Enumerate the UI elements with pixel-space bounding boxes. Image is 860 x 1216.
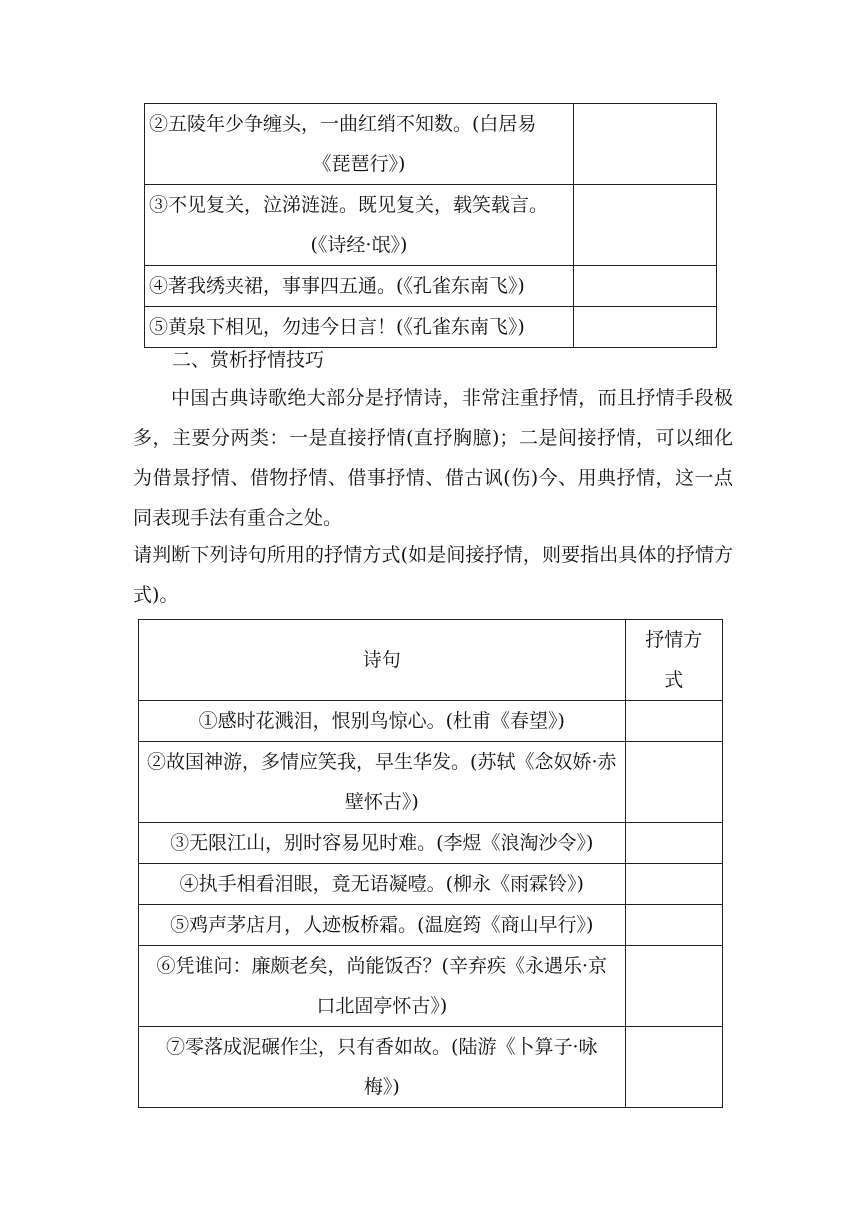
poem-cell	[139, 864, 626, 905]
poem-line: ③不见复关，泣涕涟涟。既见复关，载笑载言。	[149, 194, 549, 216]
table-row	[145, 104, 717, 185]
poem-line: ①感时花溅泪，恨别鸟惊心。(杜甫《春望》)	[198, 710, 565, 732]
poem-source: 《琵琶行》)	[312, 153, 406, 175]
poem-line: ③无限江山，别时容易见时难。(李煜《浪淘沙令》)	[170, 832, 594, 854]
lyric-technique-table	[138, 619, 723, 1108]
poem-cell	[145, 266, 574, 307]
poem-line: ④执手相看泪眼，竟无语凝噎。(柳永《雨霖铃》)	[179, 873, 584, 895]
poem-line: ⑤鸡声茅店月，人迹板桥霜。(温庭筠《商山早行》)	[170, 914, 594, 936]
intro-paragraph: 中国古典诗歌绝大部分是抒情诗，非常注重抒情，而且抒情手段极多，主要分两类：一是直接抒情(直抒胸臆)；二是间接抒情，可以细化为借景抒情、借物抒情、借事抒情、借古讽(伤)今、用典抒情，这一点同表现手法有重合之处。	[133, 387, 733, 529]
poem-cell	[139, 1027, 626, 1108]
table-row	[139, 905, 723, 946]
table-row	[139, 742, 723, 823]
table-row	[139, 1027, 723, 1108]
poem-cell	[139, 701, 626, 742]
poem-line: ②故国神游，多情应笑我，早生华发。(苏轼《念奴娇·赤	[147, 751, 617, 773]
poem-line: ⑥凭谁问：廉颇老矣，尚能饭否？(辛弃疾《永遇乐·京	[156, 955, 608, 977]
header-answer-line: 式	[664, 669, 684, 691]
table-row	[139, 864, 723, 905]
answer-cell[interactable]	[573, 307, 716, 348]
table-row	[145, 266, 717, 307]
poem-cell	[139, 823, 626, 864]
header-poem-cell: 诗句	[139, 620, 626, 701]
poem-line: ⑦零落成泥碾作尘，只有香如故。(陆游《卜算子·咏	[166, 1036, 598, 1058]
answer-cell[interactable]	[625, 864, 722, 905]
answer-cell[interactable]	[625, 1027, 722, 1108]
table-row	[145, 185, 717, 266]
poem-cell	[139, 946, 626, 1027]
answer-cell[interactable]	[625, 701, 722, 742]
table-row	[139, 823, 723, 864]
header-answer-cell	[625, 620, 722, 701]
header-answer-line: 抒情方	[645, 629, 703, 651]
poem-line: ⑤黄泉下相见，勿违今日言！(《孔雀东南飞》)	[149, 316, 525, 338]
instruction-paragraph: 请判断下列诗句所用的抒情方式(如是间接抒情，则要指出具体的抒情方式)。	[133, 544, 733, 606]
poem-cell	[145, 185, 574, 266]
poem-line: ④著我绣夹裙，事事四五通。(《孔雀东南飞》)	[149, 275, 525, 297]
table-row	[139, 701, 723, 742]
poem-cell	[139, 742, 626, 823]
answer-cell[interactable]	[573, 266, 716, 307]
answer-cell[interactable]	[573, 104, 716, 185]
poem-table-continued	[144, 103, 717, 348]
section-heading: 二、赏析抒情技巧	[172, 349, 325, 371]
answer-cell[interactable]	[625, 946, 722, 1027]
answer-cell[interactable]	[573, 185, 716, 266]
answer-cell[interactable]	[625, 823, 722, 864]
table-header-row	[139, 620, 723, 701]
answer-cell[interactable]	[625, 905, 722, 946]
poem-source: 梅》)	[363, 1076, 400, 1098]
poem-source: (《诗经·氓》)	[310, 234, 408, 256]
poem-line: ②五陵年少争缠头，一曲红绡不知数。(白居易	[149, 113, 537, 135]
poem-source: 口北固亭怀古》)	[316, 995, 448, 1017]
poem-cell	[139, 905, 626, 946]
table-row	[139, 946, 723, 1027]
answer-cell[interactable]	[625, 742, 722, 823]
poem-source: 壁怀古》)	[344, 791, 419, 813]
poem-cell	[145, 104, 574, 185]
